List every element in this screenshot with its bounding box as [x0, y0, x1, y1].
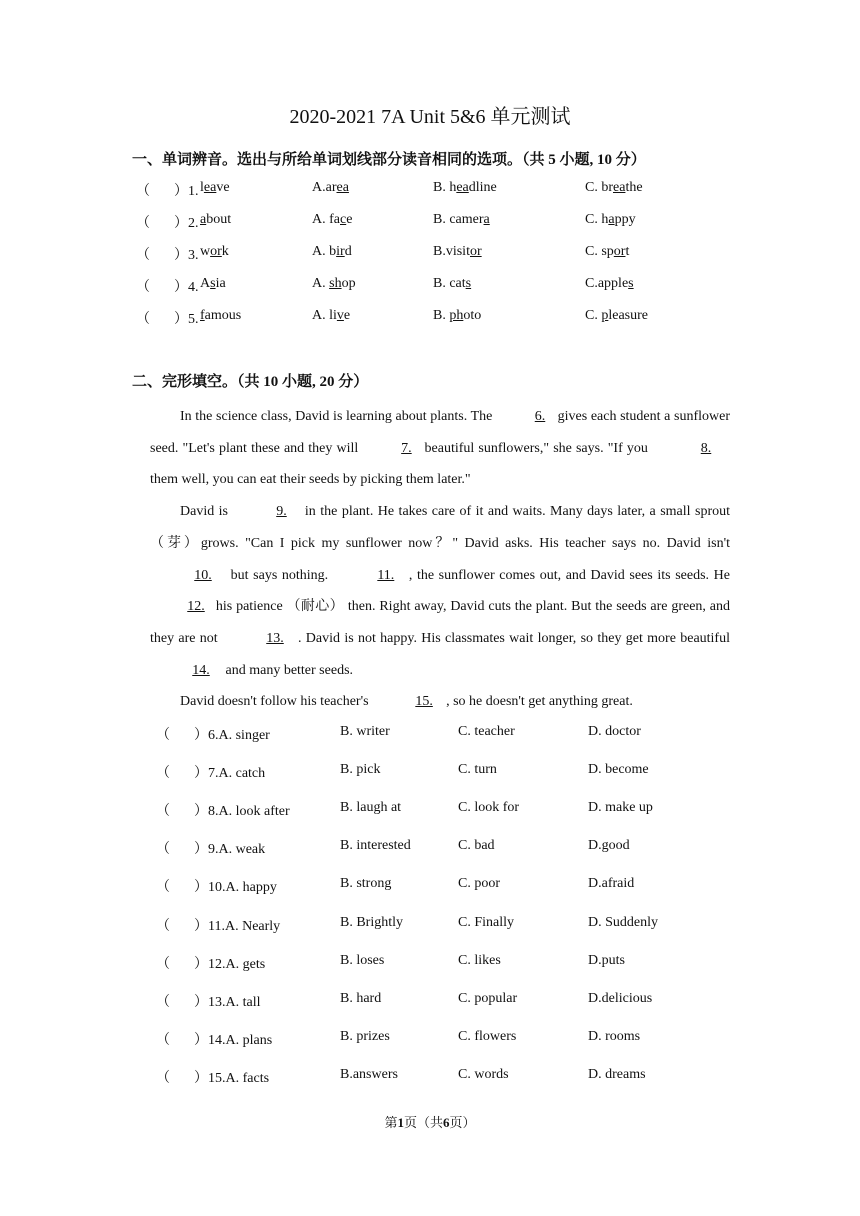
target-word: Asia — [200, 276, 226, 291]
option-c: C. poor — [458, 876, 500, 892]
blank-6: 6. — [534, 409, 546, 424]
option-b: B. headline — [433, 180, 497, 195]
question-number: ）4. — [174, 280, 199, 295]
section2-heading: 二、完形填空。（共 10 小题, 20 分） — [132, 374, 369, 390]
option-a: ）6.A. singer — [194, 728, 270, 743]
question-number: ）2. — [174, 216, 199, 231]
option-b: B. loses — [340, 952, 385, 968]
answer-bracket: （ — [156, 766, 170, 782]
blank-8: 8. — [700, 440, 712, 456]
blank-10: 10. — [194, 567, 212, 583]
option-b: B. Brightly — [340, 914, 404, 930]
option-b: B. laugh at — [340, 800, 402, 816]
option-b: B. interested — [340, 838, 411, 854]
option-c: C. bad — [458, 838, 495, 854]
answer-bracket: （ — [156, 728, 170, 743]
option-a: A.area — [312, 180, 349, 195]
target-word: work — [200, 244, 229, 259]
option-d: D. Suddenly — [588, 914, 658, 930]
option-b: B. hard — [340, 990, 382, 1006]
passage-paragraph-1: In the science class, David is learning about plants. The 6. gives each student a sunflower seed. "Let's plant these and they will 7. beautiful sunflowers," she says. "If you 8. them well, you can eat their seeds by picking them later." — [150, 401, 730, 496]
option-b: B.answers — [340, 1066, 398, 1082]
blank-7: 7. — [401, 440, 412, 456]
answer-bracket: （ — [156, 918, 170, 934]
page-title: 2020-2021 7A Unit 5&6 单元测试 — [289, 106, 571, 128]
option-a: A. shop — [312, 276, 356, 291]
option-d: D.afraid — [588, 876, 635, 892]
answer-bracket: （ — [156, 880, 170, 896]
option-c: C.apples — [585, 276, 634, 291]
option-c: C. breathe — [585, 180, 643, 195]
option-d: D.good — [588, 838, 630, 854]
answer-bracket: （ — [156, 1032, 170, 1048]
section1-heading: 一、单词辨音。选出与所给单词划线部分读音相同的选项。（共 5 小题, 10 分） — [132, 152, 646, 168]
option-d: D.delicious — [588, 990, 653, 1006]
passage-paragraph-2: David is 9. in the plant. He takes care of it and waits. Many days later, a small sprout（芽）grows. "Can I pick my sunflower now？" David asks. His teacher says no. David isn't 10. but says nothing. 11. , the sunflower comes out, and David sees its seeds. He 12. his patience （耐心） then. Right away, David cuts the plant. But the seeds are green, and they are not 13. . David is not happy. His classmates wait longer, so they get more beautiful 14. and many better seeds. — [150, 496, 730, 686]
option-c: C. pleasure — [585, 308, 648, 323]
option-d: D. rooms — [588, 1028, 641, 1044]
option-c: C. likes — [458, 952, 501, 968]
target-word: about — [200, 212, 232, 227]
option-a: A. face — [312, 212, 353, 227]
option-a: ）15.A. facts — [194, 1070, 270, 1086]
option-b: B. strong — [340, 876, 392, 892]
option-a: A. bird — [312, 244, 352, 259]
option-c: C. words — [458, 1066, 509, 1082]
option-a: ）11.A. Nearly — [194, 918, 281, 934]
answer-bracket: （ — [156, 1070, 170, 1086]
option-d: D. doctor — [588, 724, 641, 739]
option-b: B. cats — [433, 276, 472, 291]
option-c: C. popular — [458, 990, 518, 1006]
cloze-passage — [150, 401, 730, 718]
option-d: D. become — [588, 762, 649, 778]
answer-bracket: （ — [136, 248, 150, 263]
answer-bracket: （ — [156, 956, 170, 972]
answer-bracket: （ — [156, 804, 170, 820]
answer-bracket: （ — [156, 994, 170, 1010]
option-a: ）10.A. happy — [194, 880, 277, 896]
option-c: C. look for — [458, 800, 520, 816]
option-b: B.visitor — [433, 244, 482, 259]
option-c: C. turn — [458, 762, 497, 778]
option-d: D.puts — [588, 952, 625, 968]
answer-bracket: （ — [136, 184, 150, 199]
target-word: famous — [200, 308, 242, 323]
option-a: ）14.A. plans — [194, 1032, 273, 1048]
option-a: ）13.A. tall — [194, 994, 261, 1010]
option-a: ）12.A. gets — [194, 956, 266, 972]
option-d: D. dreams — [588, 1066, 646, 1082]
blank-11: 11. — [377, 567, 395, 583]
question-number: ）3. — [174, 248, 199, 263]
blank-9: 9. — [276, 504, 287, 520]
question-number: ）1. — [174, 184, 199, 199]
answer-bracket: （ — [136, 216, 150, 231]
blank-14: 14. — [192, 662, 210, 678]
option-b: B. prizes — [340, 1028, 390, 1044]
blank-13: 13. — [266, 630, 284, 646]
option-b: B. photo — [433, 308, 482, 323]
option-b: B. writer — [340, 724, 390, 739]
blank-15: 15. — [415, 694, 433, 710]
option-b: B. pick — [340, 762, 381, 778]
option-a: ）8.A. look after — [194, 804, 290, 820]
option-b: B. camera — [433, 212, 490, 227]
option-d: D. make up — [588, 800, 653, 816]
option-a: ）9.A. weak — [194, 842, 266, 858]
option-a: ）7.A. catch — [194, 766, 266, 782]
answer-bracket: （ — [156, 842, 170, 858]
answer-bracket: （ — [136, 312, 150, 327]
option-c: C. happy — [585, 212, 636, 227]
option-c: C. sport — [585, 244, 630, 259]
answer-bracket: （ — [136, 280, 150, 295]
target-word: leave — [200, 180, 230, 195]
page-footer: 第1页（共6页） — [384, 1115, 476, 1130]
option-a: A. live — [312, 308, 351, 323]
option-c: C. teacher — [458, 724, 515, 739]
question-number: ）5. — [174, 312, 199, 327]
blank-12: 12. — [187, 599, 205, 615]
passage-paragraph-3: David doesn't follow his teacher's 15. , so he doesn't get anything great. — [150, 686, 730, 718]
option-c: C. Finally — [458, 914, 515, 930]
option-c: C. flowers — [458, 1028, 517, 1044]
